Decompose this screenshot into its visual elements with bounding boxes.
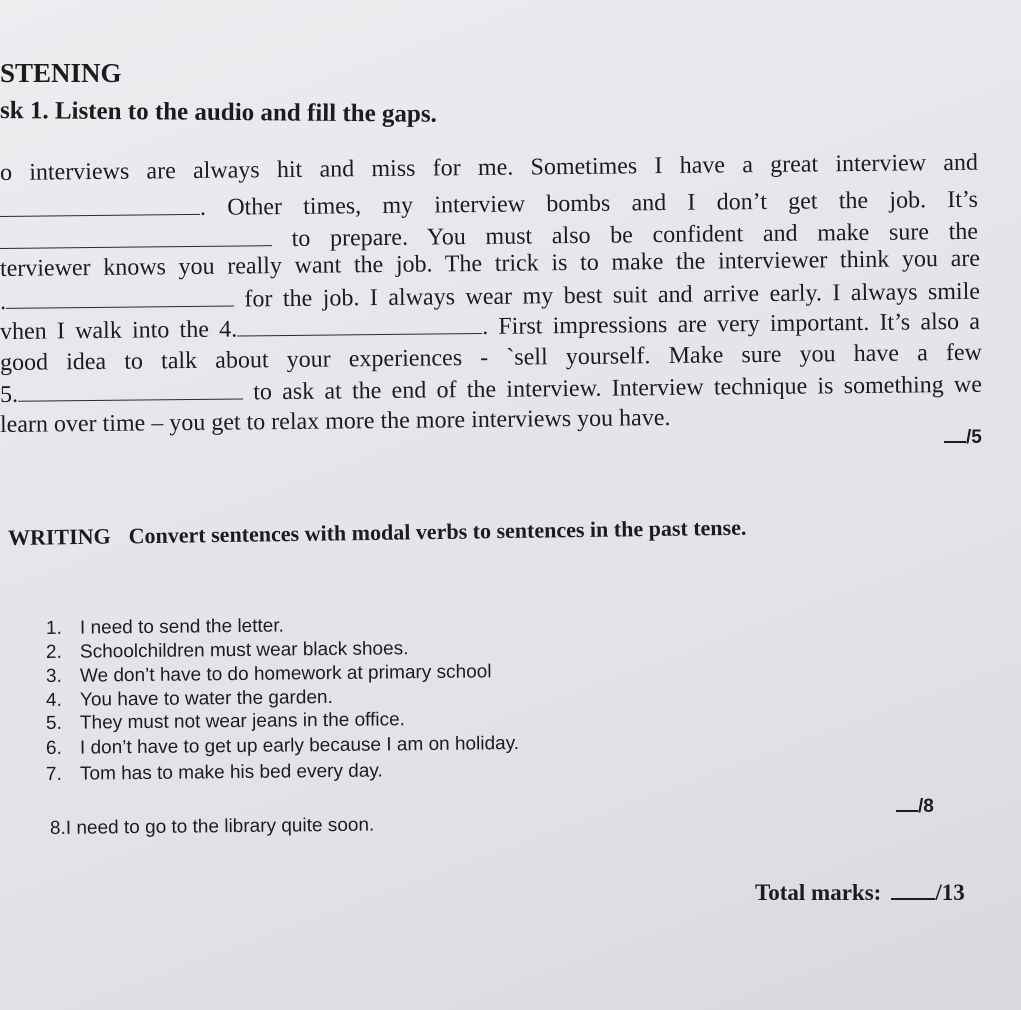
writing-label: WRITING <box>7 523 111 550</box>
list-item: 1. I need to send the letter. <box>45 615 284 639</box>
writing-score: /8 <box>896 796 934 818</box>
list-item: 3. We don’t have to do homework at primary school <box>45 661 492 687</box>
total-marks <box>755 880 965 906</box>
total-score-blank[interactable] <box>891 882 935 900</box>
paragraph-line: to prepare. You must also be confident and make sure the <box>0 218 978 256</box>
paragraph-line: learn over time – you get to relax more the more interviews you have. <box>0 404 671 438</box>
paragraph-line: vhen I walk into the 4. . First impressions are very important. It’s also a <box>0 308 981 345</box>
list-item: 6. I don’t have to get up early because I am on holiday. <box>45 733 520 759</box>
list-item: 5. They must not wear jeans in the office. <box>45 709 406 734</box>
task-1-heading: sk 1. Listen to the audio and fill the gaps. <box>0 97 437 128</box>
section-heading-listening: STENING <box>0 58 122 88</box>
answer-gap-4[interactable] <box>237 313 482 337</box>
list-item: 8.I need to go to the library quite soon. <box>49 814 375 839</box>
section-heading-writing <box>8 515 747 551</box>
paragraph-line: o interviews are always hit and miss for me. Sometimes I have a great interview and <box>0 149 979 186</box>
list-item: 7. Tom has to make his bed every day. <box>45 760 383 785</box>
score-blank[interactable] <box>896 796 918 812</box>
answer-gap-1[interactable] <box>0 194 200 217</box>
answer-gap-2[interactable] <box>0 225 272 249</box>
answer-gap-5[interactable] <box>18 378 243 401</box>
total-score: /13 <box>935 880 965 905</box>
score-blank[interactable] <box>944 427 966 443</box>
paragraph-line: terviewer knows you really want the job. The trick is to make the interviewer think you are <box>0 245 981 282</box>
list-item: 2. Schoolchildren must wear black shoes. <box>45 638 409 663</box>
writing-instruction: Convert sentences with modal verbs to sentences in the past tense. <box>128 514 747 549</box>
paragraph-line: . for the job. I always wear my best suit and arrive early. I always smile <box>0 278 981 315</box>
total-label: Total marks: <box>755 880 882 905</box>
listening-score: /5 <box>944 427 982 449</box>
paragraph-line: good idea to talk about your experiences - `sell yourself. Make sure you have a few <box>0 339 983 376</box>
paragraph-line: . Other times, my interview bombs and I don’t get the job. It’s <box>0 186 978 224</box>
list-item: 4. You have to water the garden. <box>45 686 333 711</box>
answer-gap-3[interactable] <box>6 286 234 309</box>
paragraph-line: 5. to ask at the end of the interview. Interview technique is something we <box>0 371 983 408</box>
